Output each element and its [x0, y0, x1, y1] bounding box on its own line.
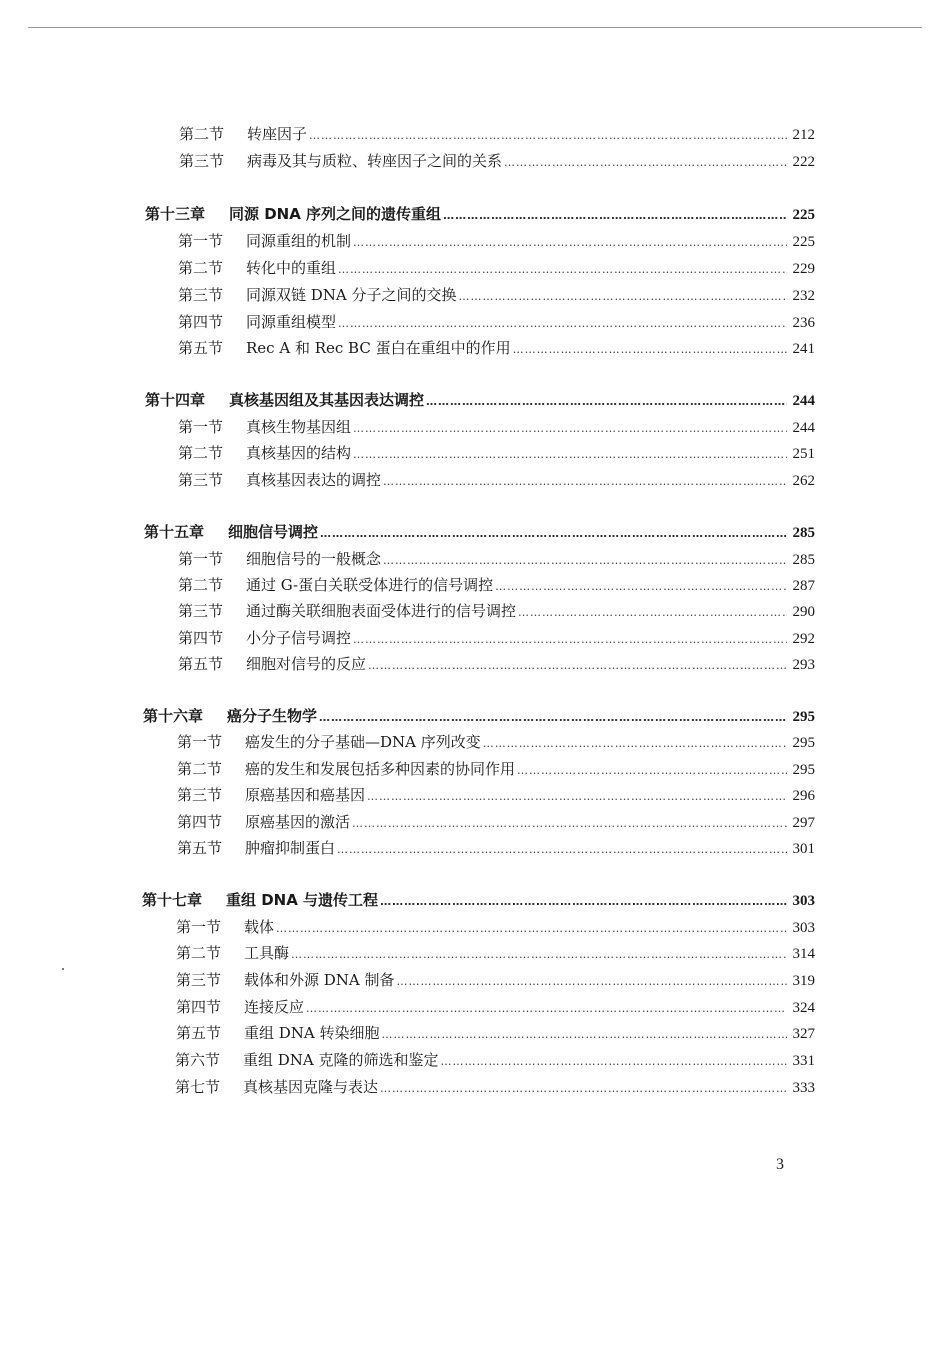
toc-entry-page: 244 [792, 420, 815, 436]
dot-leader [397, 970, 787, 994]
toc-entry-label: 第十七章 [142, 891, 203, 909]
dot-leader [382, 1023, 787, 1047]
dot-leader [517, 759, 786, 783]
toc-section-entry [176, 1021, 815, 1045]
toc-section-entry [178, 573, 815, 597]
toc-entry-title: 小分子信号调控 [246, 629, 352, 647]
dot-leader [368, 654, 786, 678]
toc-entry-title: 重组 DNA 转染细胞 [244, 1024, 380, 1042]
toc-entry-title: Rec A 和 Rec BC 蛋白在重组中的作用 [246, 339, 511, 357]
toc-entry-page: 297 [792, 815, 815, 831]
dot-leader [513, 338, 787, 362]
toc-chapter-entry [145, 388, 815, 412]
toc-entry-title: 真核生物基因组 [246, 418, 352, 436]
dot-leader [459, 285, 787, 309]
toc-entry-page: 290 [792, 604, 815, 620]
toc-entry-title: 真核基因的结构 [246, 444, 352, 462]
toc-entry-label: 第三节 [179, 152, 225, 170]
toc-entry-page: 314 [792, 946, 815, 962]
dot-leader [353, 628, 786, 652]
toc-chapter-entry [143, 704, 815, 728]
toc-entry-title: 转化中的重组 [246, 259, 337, 277]
toc-entry-page: 229 [792, 261, 815, 277]
toc-entry-title: 细胞对信号的反应 [246, 655, 367, 673]
toc-entry-page: 285 [792, 552, 815, 568]
dot-leader [291, 943, 786, 967]
dot-leader [353, 231, 786, 255]
toc-section-entry [176, 941, 815, 965]
toc-chapter-entry [145, 202, 815, 226]
toc-section-entry [176, 995, 815, 1019]
toc-section-entry [178, 256, 815, 280]
toc-section-entry [177, 836, 815, 860]
toc-entry-label: 第三节 [178, 602, 224, 620]
toc-entry-label: 第一节 [177, 733, 223, 751]
toc-entry-title: 肿瘤抑制蛋白 [245, 839, 336, 857]
toc-entry-label: 第三节 [177, 786, 223, 804]
dot-leader [441, 1050, 787, 1074]
toc-entry-label: 第四节 [176, 998, 222, 1016]
toc-entry-label: 第三节 [176, 971, 222, 989]
dot-leader [276, 917, 786, 941]
toc-section-entry [176, 915, 815, 939]
toc-section-entry [175, 1048, 815, 1072]
toc-section-entry [178, 441, 815, 465]
toc-entry-title: 通过 G-蛋白关联受体进行的信号调控 [246, 576, 494, 594]
scan-speck [62, 968, 64, 970]
toc-entry-label: 第四节 [178, 629, 224, 647]
toc-section-entry [178, 626, 815, 650]
dot-leader [338, 258, 786, 282]
toc-entry-page: 331 [792, 1053, 815, 1069]
toc-section-entry [179, 122, 815, 146]
toc-entry-page: 293 [792, 657, 815, 673]
toc-entry-label: 第五节 [176, 1024, 222, 1042]
toc-entry-page: 285 [792, 525, 815, 541]
toc-entry-page: 225 [792, 234, 815, 250]
toc-entry-page: 244 [792, 393, 815, 409]
dot-leader [495, 575, 786, 599]
toc-entry-page: 287 [792, 578, 815, 594]
toc-entry-label: 第七节 [175, 1078, 221, 1096]
toc-section-entry [178, 415, 815, 439]
toc-entry-title: 癌分子生物学 [227, 707, 318, 725]
toc-entry-title: 细胞信号的一般概念 [246, 550, 382, 568]
toc-entry-label: 第六节 [175, 1051, 221, 1069]
toc-section-entry [177, 810, 815, 834]
toc-entry-label: 第十四章 [145, 391, 206, 409]
toc-entry-page: 303 [792, 920, 815, 936]
toc-section-entry [178, 468, 815, 492]
toc-entry-page: 212 [792, 127, 815, 143]
toc-entry-title: 癌的发生和发展包括多种因素的协同作用 [245, 760, 516, 778]
dot-leader [426, 390, 786, 414]
toc-entry-title: 同源重组的机制 [246, 232, 352, 250]
toc-entry-page: 319 [792, 973, 815, 989]
toc-entry-title: 同源双链 DNA 分子之间的交换 [246, 286, 457, 304]
toc-entry-label: 第十六章 [143, 707, 204, 725]
toc-entry-title: 真核基因克隆与表达 [243, 1078, 379, 1096]
toc-entry-title: 同源 DNA 序列之间的遗传重组 [229, 205, 442, 223]
toc-section-entry [178, 336, 815, 360]
toc-entry-title: 病毒及其与质粒、转座因子之间的关系 [247, 152, 503, 170]
toc-entry-label: 第四节 [177, 813, 223, 831]
toc-entry-label: 第一节 [178, 232, 224, 250]
dot-leader [337, 838, 786, 862]
toc-entry-label: 第二节 [178, 576, 224, 594]
toc-entry-page: 295 [792, 735, 815, 751]
dot-leader [383, 549, 786, 573]
toc-entry-label: 第五节 [178, 339, 224, 357]
dot-leader [380, 1077, 786, 1101]
toc-entry-label: 第二节 [178, 259, 224, 277]
toc-entry-title: 细胞信号调控 [228, 523, 319, 541]
toc-entry-page: 262 [792, 473, 815, 489]
toc-entry-label: 第三节 [178, 471, 224, 489]
toc-entry-page: 241 [792, 341, 815, 357]
toc-chapter-entry [142, 888, 815, 912]
toc-section-entry [175, 1075, 815, 1099]
toc-entry-label: 第二节 [177, 760, 223, 778]
toc-section-entry [178, 310, 815, 334]
toc-entry-label: 第十五章 [144, 523, 205, 541]
toc-entry-label: 第三节 [178, 286, 224, 304]
dot-leader [483, 732, 787, 756]
dot-leader [443, 204, 786, 228]
dot-leader [319, 706, 786, 730]
dot-leader [367, 785, 786, 809]
toc-entry-page: 225 [792, 207, 815, 223]
dot-leader [383, 470, 786, 494]
toc-entry-label: 第五节 [177, 839, 223, 857]
toc-section-entry [178, 652, 815, 676]
toc-entry-page: 301 [792, 841, 815, 857]
toc-entry-title: 同源重组模型 [246, 313, 337, 331]
dot-leader [353, 443, 786, 467]
toc-entry-title: 连接反应 [244, 998, 305, 1016]
toc-entry-title: 重组 DNA 克隆的筛选和鉴定 [243, 1051, 439, 1069]
dot-leader [518, 601, 786, 625]
toc-entry-page: 295 [792, 762, 815, 778]
toc-entry-label: 第二节 [179, 125, 225, 143]
toc-entry-page: 327 [792, 1026, 815, 1042]
toc-section-entry [178, 283, 815, 307]
toc-entry-page: 292 [792, 631, 815, 647]
dot-leader [338, 312, 786, 336]
toc-entry-title: 原癌基因的激活 [245, 813, 351, 831]
toc-entry-label: 第一节 [178, 418, 224, 436]
toc-entry-label: 第十三章 [145, 205, 206, 223]
toc-entry-title: 真核基因表达的调控 [246, 471, 382, 489]
toc-entry-label: 第一节 [176, 918, 222, 936]
toc-entry-label: 第五节 [178, 655, 224, 673]
toc-entry-title: 真核基因组及其基因表达调控 [229, 391, 425, 409]
toc-entry-title: 原癌基因和癌基因 [245, 786, 366, 804]
toc-entry-label: 第四节 [178, 313, 224, 331]
toc-entry-page: 222 [792, 154, 815, 170]
toc-entry-label: 第一节 [178, 550, 224, 568]
toc-entry-title: 癌发生的分子基础—DNA 序列改变 [245, 733, 481, 751]
toc-entry-title: 重组 DNA 与遗传工程 [226, 891, 379, 909]
toc-entry-page: 324 [792, 1000, 815, 1016]
header-rule [28, 27, 922, 28]
toc-entry-title: 载体 [244, 918, 275, 936]
toc-entry-label: 第二节 [176, 944, 222, 962]
toc-entry-page: 333 [792, 1080, 815, 1096]
toc-section-entry [177, 783, 815, 807]
toc-entry-title: 载体和外源 DNA 制备 [244, 971, 395, 989]
dot-leader [504, 151, 786, 175]
toc-section-entry [177, 757, 815, 781]
dot-leader [353, 417, 786, 441]
toc-section-entry [178, 229, 815, 253]
toc-entry-page: 303 [792, 893, 815, 909]
toc-entry-page: 232 [792, 288, 815, 304]
toc-section-entry [177, 730, 815, 754]
toc-chapter-entry [144, 520, 815, 544]
toc-entry-page: 295 [792, 709, 815, 725]
toc-section-entry [179, 149, 815, 173]
toc-entry-page: 251 [792, 446, 815, 462]
toc-section-entry [178, 599, 815, 623]
dot-leader [306, 997, 786, 1021]
dot-leader [320, 522, 786, 546]
dot-leader [352, 812, 786, 836]
dot-leader [309, 124, 786, 148]
toc-section-entry [178, 547, 815, 571]
dot-leader [380, 890, 786, 914]
toc-section-entry [176, 968, 815, 992]
toc-entry-title: 转座因子 [247, 125, 308, 143]
toc-entry-label: 第二节 [178, 444, 224, 462]
toc-entry-title: 通过酶关联细胞表面受体进行的信号调控 [246, 602, 517, 620]
page-number: 3 [776, 1156, 784, 1173]
toc-entry-page: 236 [792, 315, 815, 331]
toc-entry-page: 296 [792, 788, 815, 804]
toc-entry-title: 工具酶 [244, 944, 290, 962]
